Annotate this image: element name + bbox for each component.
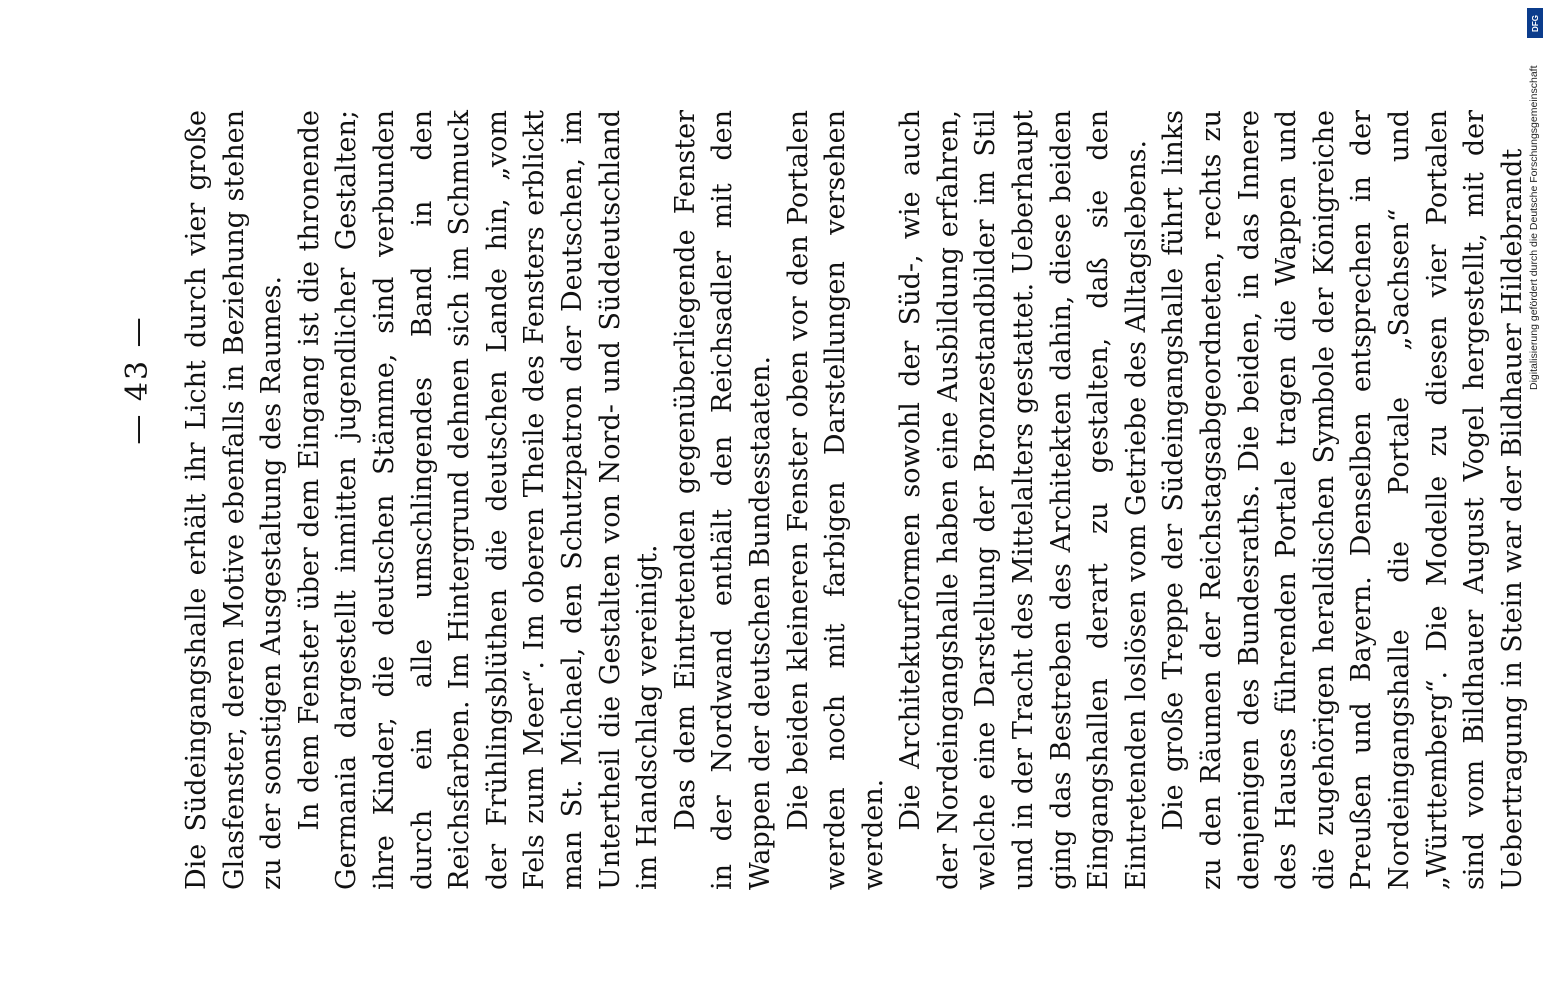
paragraph-3: Das dem Eintretenden gegenüberliegende Fenster in der Nordwand enthält den Reichsadler mit den Wappen der deutschen Bundesstaaten. [669,110,776,890]
paragraph-5: Die Architekturformen sowohl der Süd-, wie auch der Nordeingangshalle haben eine Ausbildung erfahren, welche eine Darstellung der Bronzestandbilder im Stil und in der Tracht des Mittelalters gestattet. Ueberhaupt ging das Bestreben des Architekten dahin, diese beiden Eingangshallen derart zu gestalten, daß sie den Eintretenden loslösen vom Getriebe des Alltagslebens. [895,110,1152,890]
dfg-logo-text: DFG [1530,14,1540,32]
digitization-note: Digitalisierung gefördert durch die Deutsche Forschungsgemeinschaft [1528,65,1540,390]
paragraph-4: Die beiden kleineren Fenster oben vor den Portalen werden noch mit farbigen Darstellungen versehen werden. [782,110,889,890]
paragraph-1: Die Südeingangshalle erhält ihr Licht durch vier große Glasfenster, deren Motive ebenfalls in Beziehung stehen zu der sonstigen Ausgestaltung des Raumes. [181,110,288,890]
body-text [178,110,1531,890]
paragraph-2: In dem Fenster über dem Eingang ist die thronende Germania dargestellt inmitten jugendlicher Gestalten; ihre Kinder, die deutschen Stämme, sind verbunden durch ein alle umschlingendes Band in den Reichsfarben. Im Hintergrund dehnen sich im Schmuck der Frühlingsblüthen die deutschen Lande hin, „vom Fels zum Meer“. Im oberen Theile des Fensters erblickt man St. Michael, den Schutzpatron der Deutschen, im Untertheil die Gestalten von Nord- und Süddeutschland im Handschlag vereinigt. [293,110,664,890]
paragraph-6: Die große Treppe der Südeingangshalle führt links zu den Räumen der Reichstagsabgeordneten, rechts zu denjenigen des Bundesraths. Die beiden, in das Innere des Hauses führenden Portale tragen die Wappen und die zugehörigen heraldischen Symbole der Königreiche Preußen und Bayern. Denselben entsprechen in der Nordeingangshalle die Portale „Sachsen“ und „Württemberg“. Die Modelle zu diesen vier Portalen sind vom Bildhauer August Vogel hergestellt, mit der Uebertragung in Stein war der Bildhauer Hildebrandt [1158,110,1528,890]
page-number: — 43 — [120,315,155,445]
